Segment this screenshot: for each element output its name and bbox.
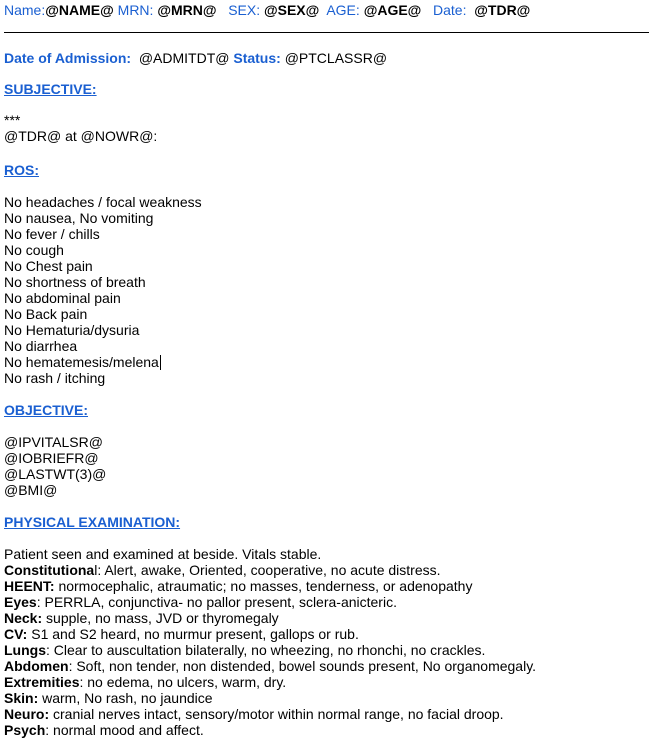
exam-item-heent: HEENT: normocephalic, atraumatic; no masses, tenderness, or adenopathy [4, 578, 473, 594]
ros-item: No Hematuria/dysuria [4, 322, 140, 338]
physical-exam-body[interactable] [4, 546, 536, 738]
objective-item: @IPVITALSR@ [4, 434, 103, 450]
exam-item-psych: Psych: normal mood and affect. [4, 722, 204, 738]
mrn-label: MRN: [117, 2, 154, 18]
text-cursor [160, 355, 161, 370]
subjective-line: *** [4, 112, 21, 128]
name-value[interactable]: @NAME@ [45, 2, 114, 18]
ros-item: No abdominal pain [4, 290, 121, 306]
status-value[interactable]: @PTCLASSR@ [284, 50, 388, 66]
subjective-line: @TDR@ at @NOWR@: [4, 128, 158, 144]
admission-row [4, 49, 387, 67]
status-label: Status: [233, 50, 281, 66]
exam-item-neck: Neck: supple, no mass, JVD or thyromegaly [4, 610, 279, 626]
objective-heading: OBJECTIVE: [4, 402, 89, 418]
objective-item: @LASTWT(3)@ [4, 466, 107, 482]
ros-item: No Chest pain [4, 258, 93, 274]
exam-intro: Patient seen and examined at beside. Vitals stable. [4, 546, 322, 562]
sex-label: SEX: [228, 2, 261, 18]
header-divider [4, 32, 649, 33]
ros-item: No diarrhea [4, 338, 78, 354]
ros-item: No fever / chills [4, 226, 100, 242]
age-label: AGE: [326, 2, 360, 18]
subjective-heading: SUBJECTIVE: [4, 81, 97, 97]
name-label: Name: [4, 2, 46, 18]
exam-item-lungs: Lungs: Clear to auscultation bilaterally, no wheezing, no rhonchi, no crackles. [4, 642, 486, 658]
admission-date-label: Date of Admission: [4, 50, 132, 66]
ros-heading: ROS: [4, 162, 39, 178]
subjective-body[interactable] [4, 112, 157, 144]
exam-item-extremities: Extremities: no edema, no ulcers, warm, dry. [4, 674, 287, 690]
date-label: Date: [433, 2, 467, 18]
ros-item: No nausea, No vomiting [4, 210, 154, 226]
exam-item-abdomen: Abdomen: Soft, non tender, non distended, bowel sounds present, No organomegaly. [4, 658, 537, 674]
admission-date-value[interactable]: @ADMITDT@ [138, 50, 230, 66]
ros-item: No cough [4, 242, 64, 258]
exam-item-skin: Skin: warm, No rash, no jaundice [4, 690, 213, 706]
exam-item-eyes: Eyes: PERRLA, conjunctiva- no pallor present, sclera-anicteric. [4, 594, 397, 610]
date-value[interactable]: @TDR@ [474, 2, 531, 18]
objective-item: @IOBRIEFR@ [4, 450, 99, 466]
sex-value[interactable]: @SEX@ [263, 2, 320, 18]
exam-item-cv: CV: S1 and S2 heard, no murmur present, gallops or rub. [4, 626, 359, 642]
ros-item: No Back pain [4, 306, 88, 322]
age-value[interactable]: @AGE@ [363, 2, 422, 18]
objective-item: @BMI@ [4, 482, 58, 498]
ros-item-with-caret: No hematemesis/melena [4, 354, 159, 370]
ros-item: No shortness of breath [4, 274, 146, 290]
objective-list[interactable] [4, 434, 106, 498]
ros-item: No rash / itching [4, 370, 106, 386]
exam-item-constitutional: Constitutional: Alert, awake, Oriented, cooperative, no acute distress. [4, 562, 441, 578]
mrn-value[interactable]: @MRN@ [157, 2, 217, 18]
exam-item-neuro: Neuro: cranial nerves intact, sensory/motor within normal range, no facial droop. [4, 706, 504, 722]
patient-header [4, 1, 530, 19]
physical-exam-heading: PHYSICAL EXAMINATION: [4, 514, 181, 530]
ros-list[interactable] [4, 194, 202, 386]
ros-item: No headaches / focal weakness [4, 194, 202, 210]
